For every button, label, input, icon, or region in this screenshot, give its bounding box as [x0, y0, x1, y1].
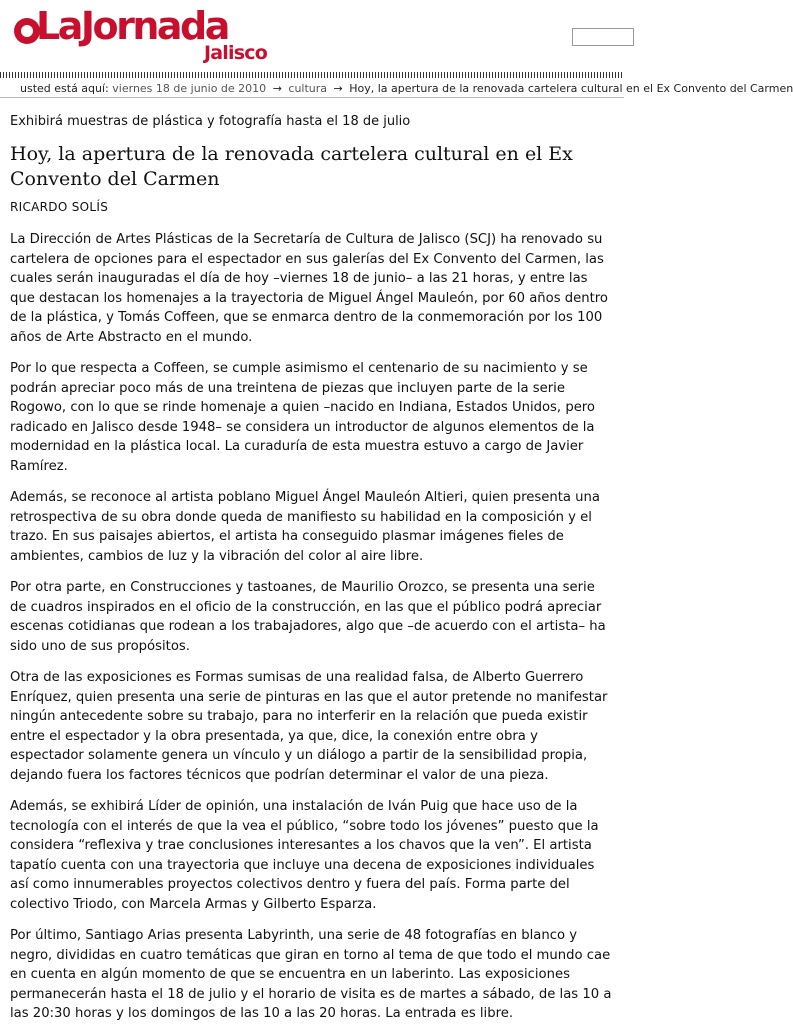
article-paragraph: Otra de las exposiciones es Formas sumisas de una realidad falsa, de Alberto Guerrero Enríquez, quien presenta una serie de pinturas en las que el autor pretende no manifestar ningún antecedente sobre su trabajo, para no interferir en la relación que pueda existir entre el espectador y la obra presentada, ya que, dice, la conexión entre obra y espectador solamente genera un vínculo y un diálogo a partir de la sensibilidad propia, dejando fuera los factores técnicos que podrían determinar el valor de una pieza. [10, 670, 608, 783]
article [10, 113, 614, 1036]
breadcrumb-arrow-icon: → [272, 82, 282, 95]
breadcrumb-arrow-icon: → [333, 82, 343, 95]
header-divider [0, 72, 624, 78]
masthead [0, 0, 624, 68]
article-byline: RICARDO SOLÍS [10, 200, 109, 214]
breadcrumb-current: Hoy, la apertura de la renovada cartelera cultural en el Ex Convento del Carmen [349, 82, 793, 95]
breadcrumb-date-link[interactable]: viernes 18 de junio de 2010 [112, 82, 267, 95]
breadcrumb [0, 80, 793, 98]
article-paragraph: La Dirección de Artes Plásticas de la Secretaría de Cultura de Jalisco (SCJ) ha renovado su cartelera de opciones para el espectador en sus galerías del Ex Convento del Carmen, las cuales serán inauguradas el día de hoy –viernes 18 de junio– a las 21 horas, y entre las que destacan los homenajes a la trayectoria de Miguel Ángel Mauleón, por 60 años dentro de la plástica, y Tomás Coffeen, que se enmarca dentro de la conmemoración por los 100 años de Arte Abstracto en el mundo. [10, 232, 608, 345]
article-paragraph: Por lo que respecta a Coffeen, se cumple asimismo el centenario de su nacimiento y se podrán apreciar poco más de una treintena de piezas que incluyen parte de la serie Rogowo, con lo que se rinde homenaje a quien –nacido en Indiana, Estados Unidos, pero radicado en Jalisco desde 1948– se considera un introductor de algunos elementos de la modernidad en la plástica local. La curaduría de esta muestra estuvo a cargo de Javier Ramírez. [10, 361, 596, 474]
article-headline: Hoy, la apertura de la renovada cartelera cultural en el Ex Convento del Carmen [10, 143, 573, 190]
search-input[interactable] [572, 28, 634, 46]
breadcrumb-prefix: usted está aquí: [20, 82, 109, 95]
logo-main-text: LaJornada [36, 4, 228, 48]
article-paragraph: Por último, Santiago Arias presenta Labyrinth, una serie de 48 fotografías en blanco y negro, divididas en cuatro temáticas que giran en torno al tema de que todo el mundo cae en cuenta en algún momento de que se encuentra en un laberinto. Las exposiciones permanecerán hasta el 18 de julio y el horario de visita es de martes a sábado, de las 10 a las 20:30 horas y los domingos de las 10 a las 20 horas. La entrada es libre. [10, 928, 612, 1021]
logo-sub-text: Jalisco [204, 42, 267, 64]
article-paragraph: Además, se reconoce al artista poblano Miguel Ángel Mauleón Altieri, quien presenta una retrospectiva de su obra donde queda de manifiesto su habilidad en la composición y el trazo. En sus paisajes abiertos, el artista ha conseguido plasmar imágenes fieles de ambientes, cambios de luz y la vibración del color al aire libre. [10, 490, 600, 564]
article-paragraph: Además, se exhibirá Líder de opinión, una instalación de Iván Puig que hace uso de la tecnología con el interés de que la vea el público, “sobre todo los jóvenes” puesto que la considera “reflexiva y trae conclusiones interesantes a los chavos que la ven”. El artista tapatío cuenta con una trayectoria que incluye una decena de exposiciones individuales así como innumerables proyectos colectivos dentro y fuera del país. Forma parte del colectivo Triodo, con Marcela Armas y Gilberto Esparza. [10, 799, 599, 912]
breadcrumb-section-link[interactable]: cultura [288, 82, 328, 95]
site-logo[interactable] [14, 6, 284, 66]
article-kicker: Exhibirá muestras de plástica y fotografía hasta el 18 de julio [10, 114, 411, 129]
article-paragraph: Por otra parte, en Construcciones y tastoanes, de Maurilio Orozco, se presenta una serie de cuadros inspirados en el oficio de la construcción, en las que el público podrá apreciar escenas cotidianas que rodean a los trabajadores, algo que –de acuerdo con el artista– ha sido uno de sus propósitos. [10, 580, 606, 654]
